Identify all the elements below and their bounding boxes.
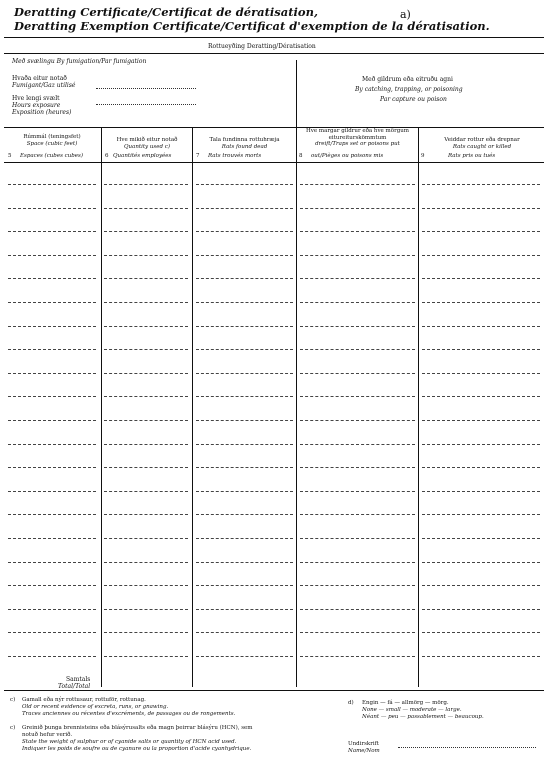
entry-field[interactable]: [8, 302, 96, 303]
footnote-d-l2: None — small — moderate — large.: [362, 707, 462, 713]
footnote-c2-l2: notuð hefur verið.: [22, 732, 73, 738]
entry-field[interactable]: [196, 208, 293, 209]
entry-field[interactable]: [300, 208, 415, 209]
col-9-header: Veiddar rottur eða drepnar Rats caught or killed: [444, 137, 520, 150]
entry-field[interactable]: [196, 656, 293, 657]
entry-field[interactable]: [8, 562, 96, 563]
entry-field[interactable]: [196, 278, 293, 279]
entry-field[interactable]: [422, 491, 540, 492]
entry-field[interactable]: [300, 184, 415, 185]
entry-field[interactable]: [422, 609, 540, 610]
entry-field[interactable]: [196, 491, 293, 492]
entry-field[interactable]: [196, 373, 293, 374]
footnote-c-l1: Gamall eða nýr rottusaur, rottuför, rottunag.: [22, 697, 146, 703]
exposure-label-en: Hours exposure: [12, 102, 61, 109]
entry-field[interactable]: [196, 420, 293, 421]
entry-field[interactable]: [104, 656, 188, 657]
col-9-fr: Rats pris ou tués: [448, 153, 496, 159]
entry-field[interactable]: [8, 396, 96, 397]
entry-field[interactable]: [300, 538, 415, 539]
entry-field[interactable]: [104, 255, 188, 256]
total-label: Samtals: [66, 676, 91, 683]
entry-field[interactable]: [8, 208, 96, 209]
entry-field[interactable]: [8, 514, 96, 515]
entry-field[interactable]: [422, 585, 540, 586]
entry-field[interactable]: [196, 538, 293, 539]
entry-field[interactable]: [104, 302, 188, 303]
col-5-header: Rúmmál (teningsfet) Space (cubic feet): [23, 134, 81, 147]
col-sep-4: [418, 127, 419, 687]
entry-field[interactable]: [196, 396, 293, 397]
exposure-label: Hve lengi svælt: [12, 95, 60, 102]
entry-field[interactable]: [196, 632, 293, 633]
entry-field[interactable]: [422, 278, 540, 279]
entry-field[interactable]: [422, 632, 540, 633]
entry-field[interactable]: [196, 562, 293, 563]
col-sep-3: [296, 60, 297, 687]
entry-field[interactable]: [104, 184, 188, 185]
entry-field[interactable]: [300, 562, 415, 563]
entry-field[interactable]: [104, 208, 188, 209]
entry-field[interactable]: [300, 420, 415, 421]
entry-field[interactable]: [8, 609, 96, 610]
entry-field[interactable]: [300, 656, 415, 657]
entry-field[interactable]: [422, 420, 540, 421]
entry-field[interactable]: [300, 231, 415, 232]
catching-line-2: By catching, trapping, or poisoning: [355, 86, 463, 93]
fumigation-heading: Með svælingu By fumigation/Par fumigation: [12, 58, 147, 65]
entry-field[interactable]: [104, 585, 188, 586]
col-6-fr: Quantités employées: [113, 153, 172, 159]
entry-field[interactable]: [104, 396, 188, 397]
entry-field[interactable]: [8, 420, 96, 421]
entry-field[interactable]: [196, 609, 293, 610]
entry-field[interactable]: [8, 326, 96, 327]
entry-field[interactable]: [300, 467, 415, 468]
col-8-number: 8: [299, 153, 303, 159]
title-line-2: Deratting Exemption Certificate/Certificat d'exemption de la dératisation.: [14, 19, 490, 33]
entry-field[interactable]: [104, 278, 188, 279]
exposure-field[interactable]: [96, 104, 196, 105]
fumigant-label: Hvaða eitur notað: [12, 75, 67, 82]
entry-field[interactable]: [196, 444, 293, 445]
rule-colhead-bottom: [4, 162, 544, 163]
entry-field[interactable]: [104, 632, 188, 633]
entry-field[interactable]: [422, 396, 540, 397]
col-sep-2: [192, 127, 193, 687]
col-7-fr: Rats trouvés morts: [208, 153, 262, 159]
footnote-c2-l3: State the weight of sulphur or of cyanide salts or quantity of HCN acid used.: [22, 739, 237, 745]
total-label-en: Total/Total: [58, 683, 91, 690]
entry-field[interactable]: [300, 373, 415, 374]
entry-field[interactable]: [422, 656, 540, 657]
corner-label: a): [400, 8, 411, 21]
col-8-fr: out/Pièges ou poisons mis: [311, 153, 384, 159]
footnote-d-l1: Engin — fá — allmörg — mörg.: [362, 700, 449, 706]
entry-field[interactable]: [300, 255, 415, 256]
col-7-header: Tala fundinna rottuhræja Rats found dead: [209, 137, 280, 150]
col-5-fr: Espaces (cubes cubes): [20, 153, 84, 159]
entry-field[interactable]: [104, 467, 188, 468]
footnote-c2-l4: Indiquer les poids de soufre ou de cyanure ou la proportion d'acide cyanhydrique.: [22, 746, 252, 752]
entry-field[interactable]: [8, 656, 96, 657]
entry-field[interactable]: [300, 302, 415, 303]
col-5-number: 5: [8, 153, 12, 159]
entry-field[interactable]: [196, 349, 293, 350]
footnote-d-mark: d): [348, 700, 354, 706]
entry-field[interactable]: [8, 585, 96, 586]
signature-label-en: Name/Nom: [348, 748, 380, 754]
entry-field[interactable]: [8, 444, 96, 445]
signature-field[interactable]: [398, 747, 536, 748]
fumigant-field[interactable]: [96, 88, 196, 89]
entry-field[interactable]: [422, 514, 540, 515]
rule-colhead-top: [4, 127, 544, 128]
entry-field[interactable]: [300, 632, 415, 633]
rule-top: [4, 37, 544, 38]
entry-field[interactable]: [422, 444, 540, 445]
entry-field[interactable]: [422, 326, 540, 327]
entry-field[interactable]: [8, 255, 96, 256]
entry-field[interactable]: [422, 302, 540, 303]
catching-line-1: Með gildrum eða eitruðu agni: [362, 76, 453, 83]
entry-field[interactable]: [300, 491, 415, 492]
entry-field[interactable]: [422, 184, 540, 185]
entry-field[interactable]: [104, 609, 188, 610]
entry-field[interactable]: [104, 444, 188, 445]
entry-field[interactable]: [196, 302, 293, 303]
signature-label: Undirskrift: [348, 741, 379, 747]
entry-field[interactable]: [8, 467, 96, 468]
footnote-d-l3: Néant — peu — passablement — beaucoup.: [362, 714, 484, 720]
entry-field[interactable]: [300, 444, 415, 445]
entry-field[interactable]: [196, 326, 293, 327]
entry-field[interactable]: [422, 538, 540, 539]
entry-field[interactable]: [300, 585, 415, 586]
fumigant-label-en: Fumigant/Gaz utilisé: [12, 82, 76, 89]
entry-field[interactable]: [422, 231, 540, 232]
footnote-c-l3: Traces anciennes ou récentes d'excréments, de passages ou de rongements.: [22, 711, 236, 717]
entry-field[interactable]: [300, 278, 415, 279]
footnote-c-l2: Old or recent evidence of excreta, runs, or gnawing.: [22, 704, 169, 710]
entry-field[interactable]: [8, 231, 96, 232]
entry-field[interactable]: [196, 585, 293, 586]
entry-field[interactable]: [196, 514, 293, 515]
entry-field[interactable]: [422, 255, 540, 256]
title-line-1: Deratting Certificate/Certificat de dératisation,: [14, 5, 318, 19]
entry-field[interactable]: [104, 538, 188, 539]
entry-field[interactable]: [8, 538, 96, 539]
entry-field[interactable]: [8, 278, 96, 279]
entry-field[interactable]: [300, 349, 415, 350]
entry-field[interactable]: [422, 349, 540, 350]
entry-field[interactable]: [8, 373, 96, 374]
entry-field[interactable]: [300, 514, 415, 515]
entry-field[interactable]: [8, 184, 96, 185]
entry-field[interactable]: [104, 231, 188, 232]
entry-field[interactable]: [300, 609, 415, 610]
col-7-number: 7: [196, 153, 200, 159]
entry-field[interactable]: [104, 420, 188, 421]
col-8-header: Hve margar gildrur eða hve mörgum eitureiturskömmtum dreift/Traps set or poisons put: [306, 128, 409, 147]
entry-field[interactable]: [422, 467, 540, 468]
entry-field[interactable]: [104, 373, 188, 374]
entry-field[interactable]: [422, 562, 540, 563]
rule-total: [4, 690, 544, 691]
exposure-label-fr: Exposition (heures): [12, 109, 72, 116]
entry-field[interactable]: [8, 491, 96, 492]
col-sep-1: [101, 127, 102, 687]
entry-field[interactable]: [104, 326, 188, 327]
footnote-c2-l1: Greinið þunga brennisteins eða blásýrusalts eða magn þeirrar blásýru (HCN), sem: [22, 725, 253, 731]
col-6-header: Hve mikið eitur notað Quantity used c): [116, 137, 178, 150]
entry-field[interactable]: [104, 491, 188, 492]
entry-field[interactable]: [104, 514, 188, 515]
entry-field[interactable]: [196, 184, 293, 185]
entry-field[interactable]: [8, 632, 96, 633]
entry-field[interactable]: [422, 208, 540, 209]
entry-field[interactable]: [8, 349, 96, 350]
footnote-c-mark: c): [10, 697, 16, 703]
entry-field[interactable]: [196, 467, 293, 468]
entry-field[interactable]: [104, 562, 188, 563]
entry-field[interactable]: [300, 326, 415, 327]
entry-field[interactable]: [104, 349, 188, 350]
rule-banner: [4, 53, 544, 54]
catching-line-3: Par capture ou poison: [380, 96, 447, 103]
entry-field[interactable]: [300, 396, 415, 397]
entry-field[interactable]: [196, 231, 293, 232]
entry-field[interactable]: [196, 255, 293, 256]
footnote-c2-mark: c): [10, 725, 16, 731]
banner: Rottueyðing Deratting/Dératisation: [208, 43, 316, 50]
col-9-number: 9: [421, 153, 425, 159]
entry-field[interactable]: [422, 373, 540, 374]
col-6-number: 6: [105, 153, 109, 159]
